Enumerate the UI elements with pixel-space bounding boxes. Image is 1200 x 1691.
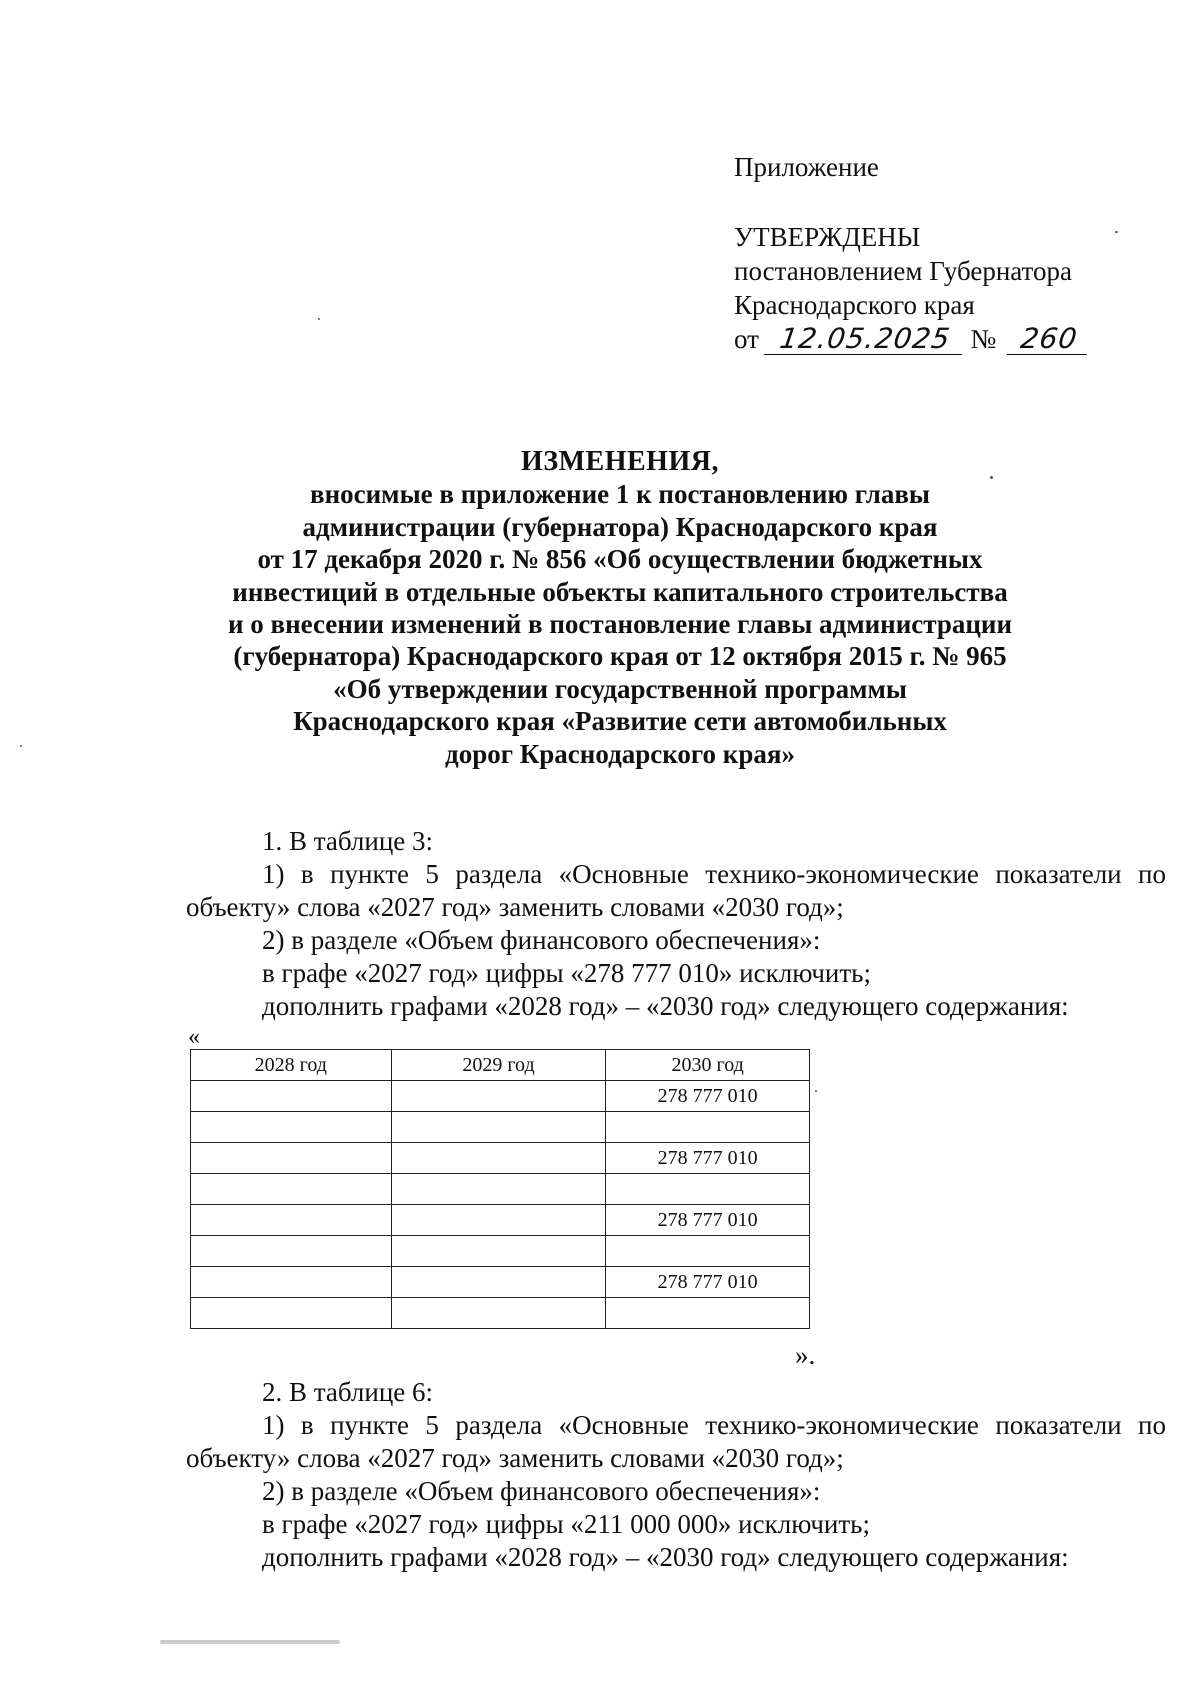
section-1-item-2a: в графе «2027 год» цифры «278 777 010» исключить; [262,958,871,988]
section-1-item-2b: дополнить графами «2028 год» – «2030 год» следующего содержания: [262,991,1069,1021]
section-1-item-1a: 1) в пункте 5 раздела «Основные технико-экономические показатели по [262,859,1166,889]
table-cell [191,1143,392,1174]
table-cell [191,1267,392,1298]
title-line: администрации (губернатора) Краснодарского края [302,511,938,542]
table-cell: 278 777 010 [606,1143,810,1174]
table-open-quote: « [188,1024,200,1050]
section-1-item-1b: объекту» слова «2027 год» заменить словами «2030 год»; [186,892,844,922]
table-cell [391,1112,606,1143]
table-header-2029: 2029 год [391,1050,606,1081]
table-row [191,1174,810,1205]
section-1-heading: 1. В таблице 3: [262,826,434,856]
section-1-item-2: 2) в разделе «Объем финансового обеспечения»: [262,925,821,955]
approved-label: УТВЕРЖДЕНЫ [734,222,921,252]
section-2 [186,1376,1166,1574]
table-cell [191,1081,392,1112]
title-line: от 17 декабря 2020 г. № 856 «Об осуществлении бюджетных [257,544,983,575]
table-cell [191,1236,392,1267]
from-label: от [734,324,759,354]
table-cell [606,1112,810,1143]
table-cell [191,1298,392,1329]
table-cell [391,1298,606,1329]
table-header-2030: 2030 год [606,1050,810,1081]
title-line: вносимые в приложение 1 к постановлению главы [310,479,930,510]
table-cell [606,1174,810,1205]
table-row [191,1081,810,1112]
table-cell: 278 777 010 [606,1205,810,1236]
table-row [191,1112,810,1143]
table-cell [391,1143,606,1174]
section-2-heading: 2. В таблице 6: [262,1377,434,1407]
region-label: Краснодарского края [734,290,975,320]
table-cell [191,1112,392,1143]
table-cell [391,1236,606,1267]
table-row [191,1205,810,1236]
title-line: (губернатора) Краснодарского края от 12 октября 2015 г. № 965 [233,641,1007,672]
date-number-line [734,322,1154,356]
table-row [191,1298,810,1329]
table-cell [191,1174,392,1205]
table-cell [606,1236,810,1267]
table-row [191,1143,810,1174]
title-heading: ИЗМЕНЕНИЯ, [521,446,719,477]
title-line: дорог Краснодарского края» [445,738,795,769]
handwritten-number: 260 [1007,324,1091,355]
section-2-item-1a: 1) в пункте 5 раздела «Основные технико-экономические показатели по [262,1410,1166,1440]
financing-table [190,1049,810,1329]
scan-speck [815,1090,817,1092]
table-cell: 278 777 010 [606,1267,810,1298]
number-label: № [970,324,997,354]
section-1 [186,825,1166,1023]
table-close-quote: ». [795,1340,816,1370]
table-cell [191,1205,392,1236]
handwritten-date: 12.05.2025 [764,324,966,355]
table-row [191,1236,810,1267]
table-cell [391,1081,606,1112]
title-line: и о внесении изменений в постановление главы администрации [227,609,1013,640]
scan-speck [1115,231,1118,233]
table-cell [391,1174,606,1205]
approval-block [734,150,1154,356]
title-line: Краснодарского края «Развитие сети автомобильных [293,706,947,737]
scan-speck [160,1640,340,1644]
by-resolution-label: постановлением Губернатора [734,256,1072,286]
table-cell [391,1205,606,1236]
table-cell [391,1267,606,1298]
annex-label: Приложение [734,152,879,182]
table-row [191,1267,810,1298]
table-cell: 278 777 010 [606,1081,810,1112]
table-cell [606,1298,810,1329]
scan-speck [20,745,22,747]
table-header-2028: 2028 год [191,1050,392,1081]
title-line: инвестиций в отдельные объекты капитального строительства [232,576,1008,607]
scan-speck [990,476,993,479]
title-line: «Об утверждении государственной программы [333,673,907,704]
section-2-item-2b: дополнить графами «2028 год» – «2030 год» следующего содержания: [262,1542,1069,1572]
document-title [140,446,1100,770]
section-2-item-2a: в графе «2027 год» цифры «211 000 000» исключить; [262,1509,870,1539]
section-2-item-2: 2) в разделе «Объем финансового обеспечения»: [262,1476,821,1506]
section-2-item-1b: объекту» слова «2027 год» заменить словами «2030 год»; [186,1443,844,1473]
table-header-row [191,1050,810,1081]
scan-speck [318,318,320,320]
